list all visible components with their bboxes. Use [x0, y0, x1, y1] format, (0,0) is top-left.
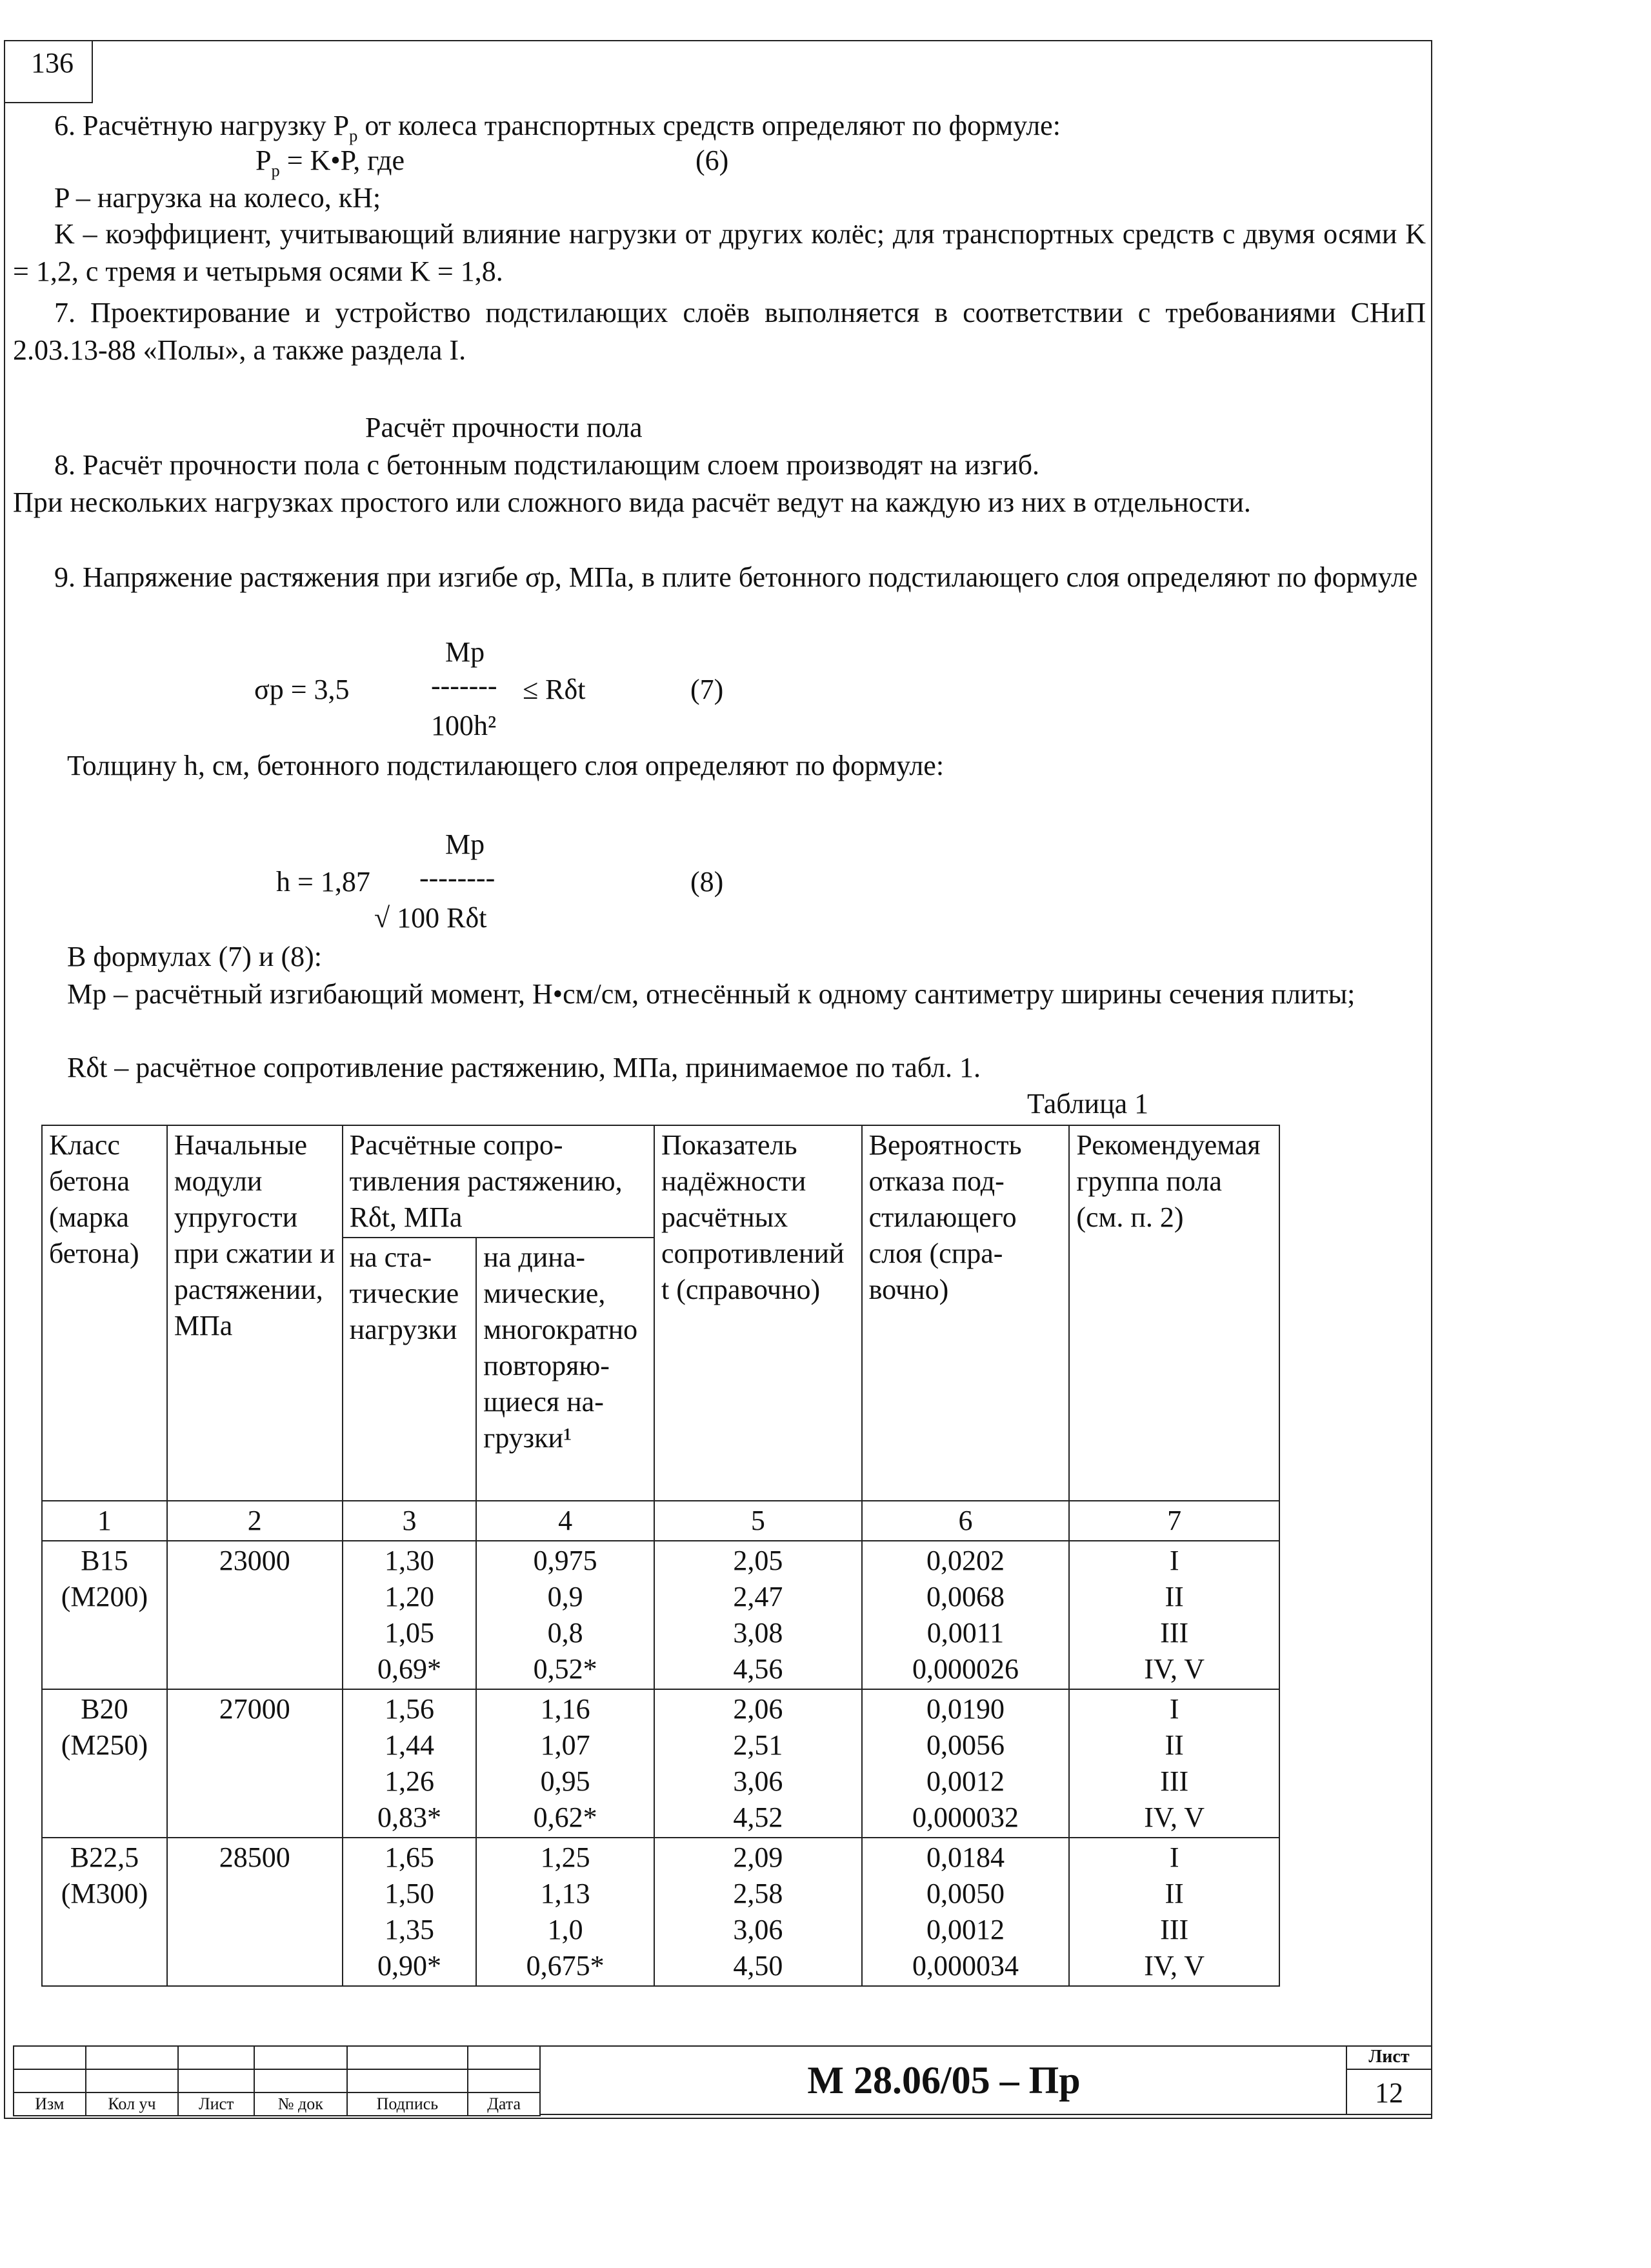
value: 1,25	[540, 1841, 590, 1873]
value: 0,90*	[377, 1950, 441, 1982]
table-row	[42, 1541, 1279, 1689]
paragraph-8b: При нескольких нагрузках простого или сложного вида расчёт ведут на каждую из них в отдельности.	[13, 487, 1251, 518]
value: 0,000034	[912, 1950, 1019, 1982]
class-value: B22,5	[70, 1841, 139, 1873]
value: 1,13	[540, 1878, 590, 1909]
value: 0,0012	[926, 1914, 1005, 1945]
dynamic-cell	[476, 1541, 654, 1689]
value: 0,975	[533, 1545, 597, 1576]
probability-cell	[862, 1689, 1070, 1838]
mark-value: (M200)	[61, 1581, 148, 1612]
k-definition: K – коэффициент, учитывающий влияние нагрузки от других колёс; для транспортных средств с двумя осями K = 1,2, с тремя и четырьмя осями K = 1,8.	[13, 218, 1426, 287]
sheet-divider	[1346, 2069, 1432, 2070]
value: 0,9	[547, 1581, 583, 1612]
value: 0,000032	[912, 1801, 1019, 1833]
formula-8-numerator: Mр	[445, 828, 485, 860]
value: 0,675*	[526, 1950, 605, 1982]
revision-grid	[13, 2045, 541, 2116]
value: III	[1160, 1914, 1189, 1945]
dynamic-cell	[476, 1689, 654, 1838]
rev-col-label: Кол уч	[86, 2092, 179, 2116]
value: 1,35	[384, 1914, 434, 1945]
col-num: 4	[476, 1501, 654, 1541]
value: IV, V	[1144, 1950, 1205, 1982]
doc-code: М 28.06/05 – Пр	[807, 2059, 1081, 2102]
header-reliability: Показатель надёжности расчётных сопротивлений t (справочно)	[654, 1125, 862, 1501]
value: 1,20	[384, 1581, 434, 1612]
value: 0,0056	[926, 1729, 1005, 1761]
reliability-cell	[654, 1689, 862, 1838]
value: II	[1165, 1581, 1184, 1612]
value: II	[1165, 1729, 1184, 1761]
value: 0,62*	[533, 1801, 597, 1833]
value: 0,0050	[926, 1878, 1005, 1909]
value: 0,0011	[926, 1617, 1005, 1649]
m-definition: Mр – расчётный изгибающий момент, Н•см/см, отнесённый к одному сантиметру ширины сечения плиты;	[67, 978, 1356, 1010]
paragraph-9: 9. Напряжение растяжения при изгибе σр, МПа, в плите бетонного подстилающего слоя определяют по формуле	[54, 561, 1418, 593]
class-value: B15	[81, 1545, 128, 1576]
reliability-cell	[654, 1541, 862, 1689]
formula-8-number: (8)	[690, 866, 724, 898]
value: 1,30	[384, 1545, 434, 1576]
value: 4,52	[733, 1801, 783, 1833]
header-static: на статические нагрузки	[343, 1238, 477, 1501]
formula-7-condition: ≤ Rδt	[523, 674, 586, 705]
p-definition: P – нагрузка на колесо, кН;	[54, 182, 381, 214]
value: 0,83*	[377, 1801, 441, 1833]
value: 0,0190	[926, 1693, 1005, 1725]
header-resistance: Расчётные сопротивления растяжению, Rδt, МПа	[343, 1125, 654, 1238]
value: I	[1169, 1841, 1179, 1873]
value: 3,06	[733, 1765, 783, 1797]
value: 0,000026	[912, 1653, 1019, 1685]
reliability-cell	[654, 1838, 862, 1986]
mark-value: (M300)	[61, 1878, 148, 1909]
formula-7-lhs: σр = 3,5	[254, 674, 350, 705]
formula-7-bar: -------	[431, 670, 497, 701]
value: 0,8	[547, 1617, 583, 1649]
group-cell	[1069, 1838, 1279, 1986]
group-cell	[1069, 1541, 1279, 1689]
formula-7-denominator: 100h²	[431, 710, 497, 741]
value: 0,0184	[926, 1841, 1005, 1873]
col-num: 6	[862, 1501, 1070, 1541]
rev-col-label: Лист	[178, 2092, 254, 2116]
value: 0,52*	[533, 1653, 597, 1685]
sheet-number: 12	[1375, 2077, 1403, 2109]
formula-7-numerator: Mр	[445, 636, 485, 668]
value: 3,06	[733, 1914, 783, 1945]
value: 0,0012	[926, 1765, 1005, 1797]
value: 1,56	[384, 1693, 434, 1725]
value: 1,26	[384, 1765, 434, 1797]
header-group: Рекомендуемая группа пола (см. п. 2)	[1069, 1125, 1279, 1501]
formula-8-lhs: h = 1,87	[276, 866, 370, 898]
value: 1,0	[547, 1914, 583, 1945]
value: 1,44	[384, 1729, 434, 1761]
value: 0,95	[540, 1765, 590, 1797]
probability-cell	[862, 1838, 1070, 1986]
value: 1,16	[540, 1693, 590, 1725]
rev-col-label: Дата	[468, 2092, 540, 2116]
paragraph-h: Толщину h, см, бетонного подстилающего слоя определяют по формуле:	[67, 750, 945, 781]
static-cell	[343, 1838, 477, 1986]
header-class: Класс бетона (марка бетона)	[42, 1125, 167, 1501]
probability-cell	[862, 1541, 1070, 1689]
value: 3,08	[733, 1617, 783, 1649]
value: 2,06	[733, 1693, 783, 1725]
value: III	[1160, 1617, 1189, 1649]
group-cell	[1069, 1689, 1279, 1838]
value: 1,50	[384, 1878, 434, 1909]
col-num: 1	[42, 1501, 167, 1541]
value: 0,69*	[377, 1653, 441, 1685]
col-num: 2	[167, 1501, 343, 1541]
modulus-cell: 27000	[167, 1689, 343, 1838]
rev-col-label: Изм	[14, 2092, 86, 2116]
value: I	[1169, 1545, 1179, 1576]
value: III	[1160, 1765, 1189, 1797]
value: 2,09	[733, 1841, 783, 1873]
value: 0,0202	[926, 1545, 1005, 1576]
page-number: 136	[31, 47, 74, 79]
value: 1,07	[540, 1729, 590, 1761]
header-dynamic: на динамические, многократно повторяющиеся нагрузки¹	[476, 1238, 654, 1501]
paragraph-7: 7. Проектирование и устройство подстилающих слоёв выполняется в соответствии с требованиями СНиП 2.03.13-88 «Полы», а также раздела I.	[13, 297, 1426, 366]
formula-6: $P_p$ = K•P, где	[255, 145, 405, 180]
value: I	[1169, 1693, 1179, 1725]
value: 1,65	[384, 1841, 434, 1873]
formula-6-number: (6)	[695, 145, 729, 176]
value: 2,47	[733, 1581, 783, 1612]
modulus-cell: 23000	[167, 1541, 343, 1689]
concrete-class-cell	[42, 1541, 167, 1689]
paragraph-8: 8. Расчёт прочности пола с бетонным подстилающим слоем производят на изгиб.	[54, 449, 1040, 481]
header-modulus: Начальные модули упругости при сжатии и растяжении, МПа	[167, 1125, 343, 1501]
value: 2,05	[733, 1545, 783, 1576]
table-row	[42, 1689, 1279, 1838]
value: IV, V	[1144, 1801, 1205, 1833]
concrete-class-cell	[42, 1689, 167, 1838]
formula-8-denominator: √ 100 Rδt	[374, 902, 487, 934]
col-num: 3	[343, 1501, 477, 1541]
table-caption: Таблица 1	[1027, 1088, 1149, 1119]
r-definition: Rδt – расчётное сопротивление растяжению, МПа, принимаемое по табл. 1.	[67, 1052, 981, 1083]
rev-col-label: Подпись	[347, 2092, 468, 2116]
value: 2,51	[733, 1729, 783, 1761]
static-cell	[343, 1689, 477, 1838]
formula-7-number: (7)	[690, 674, 724, 705]
paragraph-6: 6. Расчётную нагрузку $P_р$ от колеса транспортных средств определяют по формуле:	[54, 110, 1061, 145]
static-cell	[343, 1541, 477, 1689]
col-num: 7	[1069, 1501, 1279, 1541]
section-heading: Расчёт прочности пола	[365, 412, 643, 443]
sheet-label: Лист	[1368, 2047, 1410, 2067]
column-numbers-row	[42, 1501, 1279, 1541]
col-num: 5	[654, 1501, 862, 1541]
formula-note: В формулах (7) и (8):	[67, 941, 322, 972]
value: 0,0068	[926, 1581, 1005, 1612]
formula-8-bar: --------	[419, 862, 495, 894]
mark-value: (M250)	[61, 1729, 148, 1761]
value: 4,56	[733, 1653, 783, 1685]
value: 1,05	[384, 1617, 434, 1649]
value: IV, V	[1144, 1653, 1205, 1685]
table-row	[42, 1838, 1279, 1986]
concrete-class-cell	[42, 1838, 167, 1986]
value: 4,50	[733, 1950, 783, 1982]
value: II	[1165, 1878, 1184, 1909]
rev-col-label: № док	[254, 2092, 347, 2116]
value: 2,58	[733, 1878, 783, 1909]
dynamic-cell	[476, 1838, 654, 1986]
modulus-cell: 28500	[167, 1838, 343, 1986]
table-1	[41, 1125, 1280, 1987]
header-probability: Вероятность отказа подстилающего слоя (справочно)	[862, 1125, 1070, 1501]
class-value: B20	[81, 1693, 128, 1725]
